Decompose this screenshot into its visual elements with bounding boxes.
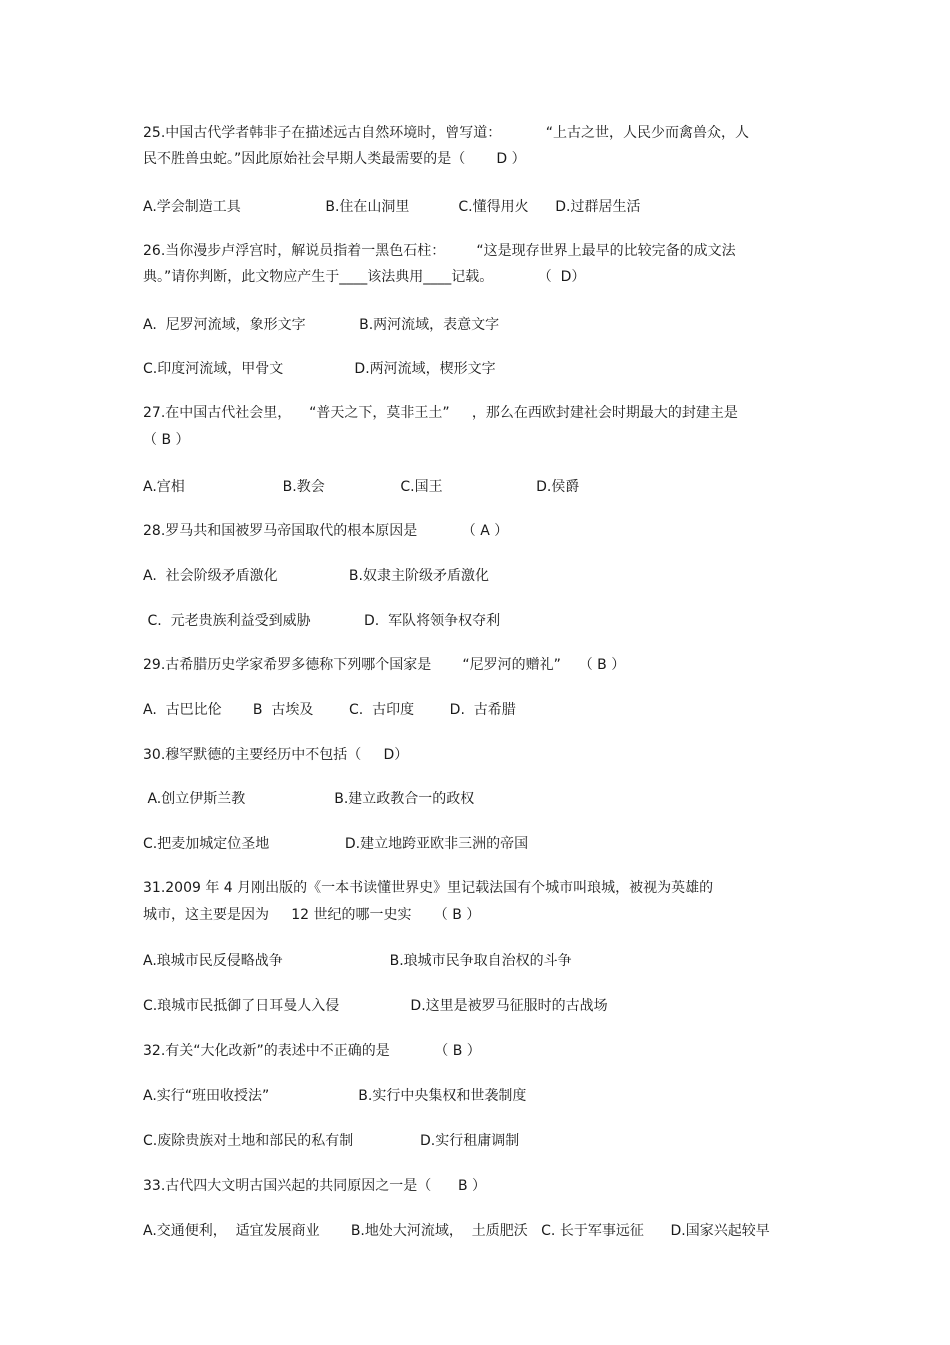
question-26-options-line-1: A. 尼罗河流域，象形文字 B.两河流域，表意文字 [143,317,500,333]
question-27-stem-line-2: （ B ） [143,432,190,448]
question-33-stem: 33.古代四大文明古国兴起的共同原因之一是（ B ） [143,1178,487,1194]
question-25-options: A.学会制造工具 B.住在山洞里 C.懂得用火 D.过群居生活 [143,199,641,215]
question-27-stem-line-1: 27.在中国古代社会里， “普天之下，莫非王土” ，那么在西欧封建社会时期最大的封建主是 [143,405,738,421]
question-32-stem: 32.有关“大化改新”的表述中不正确的是 （ B ） [143,1043,481,1059]
question-26-stem-line-2: 典。”请你判断，此文物应产生于____该法典用____记载。 （ D） [143,269,586,285]
question-32-options-line-2: C.废除贵族对土地和部民的私有制 D.实行租庸调制 [143,1133,520,1149]
question-30-options-line-2: C.把麦加城定位圣地 D.建立地跨亚欧非三洲的帝国 [143,836,529,852]
question-26-stem-line-1: 26.当你漫步卢浮宫时，解说员指着一黑色石柱： “这是现存世界上最早的比较完备的成文法 [143,243,736,259]
question-30-options-line-1: A.创立伊斯兰教 B.建立政教合一的政权 [143,791,475,807]
question-31-stem-line-2: 城市，这主要是因为 12 世纪的哪一史实 （ B ） [143,907,481,923]
question-31-options-line-2: C.琅城市民抵御了日耳曼人入侵 D.这里是被罗马征服时的古战场 [143,998,608,1014]
question-28-stem: 28.罗马共和国被罗马帝国取代的根本原因是 （ A ） [143,523,509,539]
question-32-options-line-1: A.实行“班田收授法” B.实行中央集权和世袭制度 [143,1088,527,1104]
question-31-stem-line-1: 31.2009 年 4 月刚出版的《一本书读懂世界史》里记载法国有个城市叫琅城，被视为英雄的 [143,880,714,896]
question-25-stem-line-2: 民不胜兽虫蛇。”因此原始社会早期人类最需要的是（ D ） [143,151,526,167]
question-26-options-line-2: C.印度河流域，甲骨文 D.两河流域，楔形文字 [143,361,496,377]
question-28-options-line-2: C. 元老贵族利益受到威胁 D. 军队将领争权夺利 [143,613,501,629]
question-28-options-line-1: A. 社会阶级矛盾激化 B.奴隶主阶级矛盾激化 [143,568,489,584]
question-33-options: A.交通便利， 适宜发展商业 B.地处大河流域， 土质肥沃 C. 长于军事远征 D.国家兴起较早 [143,1223,770,1239]
question-27-options: A.宫相 B.教会 C.国王 D.侯爵 [143,479,580,495]
question-30-stem: 30.穆罕默德的主要经历中不包括（ D） [143,747,409,763]
question-29-options: A. 古巴比伦 B 古埃及 C. 古印度 D. 古希腊 [143,702,516,718]
question-29-stem: 29.古希腊历史学家希罗多德称下列哪个国家是 “尼罗河的赠礼” （ B ） [143,657,626,673]
question-31-options-line-1: A.琅城市民反侵略战争 B.琅城市民争取自治权的斗争 [143,953,572,969]
question-25-stem-line-1: 25.中国古代学者韩非子在描述远古自然环境时，曾写道： “上古之世，人民少而禽兽众，人 [143,125,750,141]
